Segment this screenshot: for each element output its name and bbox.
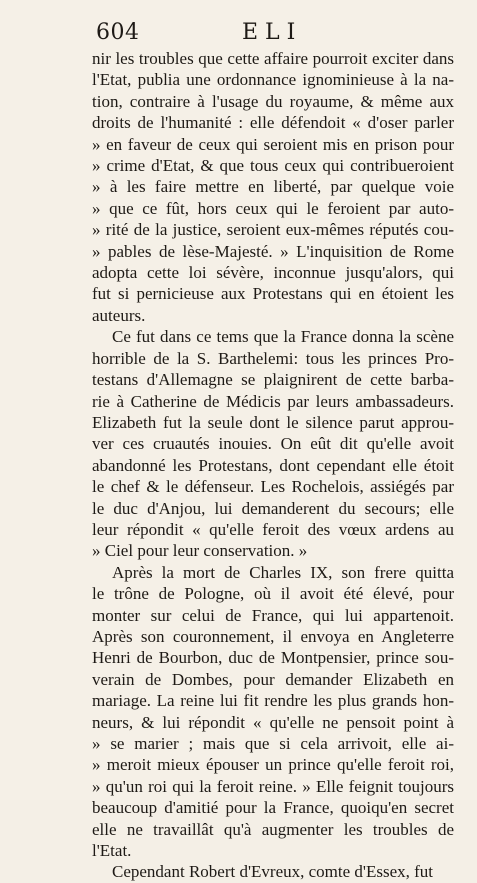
text-line: » crime d'Etat, & que tous ceux qui contribueroient bbox=[92, 156, 454, 176]
text-line: adopta cette loi sévère, inconnue jusqu'alors, qui bbox=[92, 263, 454, 283]
text-line: » que ce fût, hors ceux qui le feroient par auto- bbox=[92, 198, 454, 218]
paragraph bbox=[92, 562, 454, 862]
text-line: le chef & le défenseur. Les Rochelois, assiégés par bbox=[92, 477, 454, 497]
text-line: » à les faire mettre en liberté, par quelque voie bbox=[92, 177, 454, 197]
text-line: le trône de Pologne, où il avoit été élevé, pour bbox=[92, 584, 454, 604]
text-line: Après la mort de Charles IX, son frere quitta bbox=[112, 562, 454, 582]
paragraph bbox=[92, 861, 454, 882]
text-line: Cependant Robert d'Evreux, comte d'Essex, fut bbox=[112, 862, 434, 882]
paragraph bbox=[92, 48, 454, 326]
text-line: le duc d'Anjou, lui demanderent du secours; elle bbox=[92, 498, 454, 518]
text-line: leur répondit « qu'elle feroit des vœux ardens au bbox=[92, 519, 454, 539]
text-line: l'Etat. bbox=[92, 841, 132, 861]
text-line: elle ne travaillât qu'à augmenter les troubles de bbox=[92, 819, 454, 839]
running-title: ELI bbox=[242, 20, 303, 45]
text-line: horrible de la S. Barthelemi: tous les princes Pro- bbox=[92, 348, 454, 368]
text-line: neurs, & lui répondit « qu'elle ne pensoit point à bbox=[92, 712, 454, 732]
body-text bbox=[92, 48, 454, 883]
text-line: mariage. La reine lui fit rendre les plus grands hon- bbox=[92, 691, 454, 711]
text-line: auteurs. bbox=[92, 305, 146, 325]
text-line: l'Etat, publia une ordonnance ignominieuse à la na- bbox=[92, 70, 454, 90]
text-line: verain de Dombes, pour demander Elizabeth en bbox=[92, 669, 454, 689]
text-line: abandonné les Protestans, dont cependant elle étoit bbox=[92, 455, 454, 475]
text-line: » pables de lèse-Majesté. » L'inquisition de Rome bbox=[92, 241, 454, 261]
text-line: tion, contraire à l'usage du royaume, & même aux bbox=[92, 91, 454, 111]
text-line: testans d'Allemagne se plaignirent de cette barba- bbox=[92, 370, 454, 390]
text-line: » qu'un roi qui la feroit reine. » Elle feignit toujours bbox=[92, 776, 454, 796]
text-line: fut si pernicieuse aux Protestans qui en étoient les bbox=[92, 284, 454, 304]
text-line: monter sur celui de France, qui lui appartenoit. bbox=[92, 605, 454, 625]
page-number: 604 bbox=[96, 20, 140, 45]
text-line: » se marier ; mais que si cela arrivoit, elle ai- bbox=[92, 734, 454, 753]
text-line: » meroit mieux épouser un prince qu'elle feroit roi, bbox=[92, 755, 454, 775]
text-line: » en faveur de ceux qui seroient mis en prison pour bbox=[92, 134, 454, 154]
text-line: ver ces cruautés inouies. On eût dit qu'elle avoit bbox=[92, 434, 454, 454]
text-line: droits de l'humanité : elle défendoit « d'oser parler bbox=[92, 113, 454, 133]
text-line: Elizabeth fut la seule dont le silence parut approu- bbox=[92, 412, 454, 432]
text-line: » rité de la justice, seroient eux-mêmes réputés cou- bbox=[92, 220, 454, 240]
text-line: nir les troubles que cette affaire pourroit exciter dans bbox=[92, 49, 454, 68]
text-line: Henri de Bourbon, duc de Montpensier, prince sou- bbox=[92, 648, 454, 668]
text-line: rie à Catherine de Médicis par leurs ambassadeurs. bbox=[92, 391, 454, 411]
page-header bbox=[0, 14, 477, 48]
text-line: » Ciel pour leur conservation. » bbox=[92, 541, 308, 561]
text-line: Ce fut dans ce tems que la France donna la scène bbox=[112, 327, 454, 347]
text-line: Après son couronnement, il envoya en Angleterre bbox=[92, 626, 454, 646]
text-line: beaucoup d'amitié pour la France, quoiqu'en secret bbox=[92, 798, 454, 818]
paragraph bbox=[92, 326, 454, 561]
